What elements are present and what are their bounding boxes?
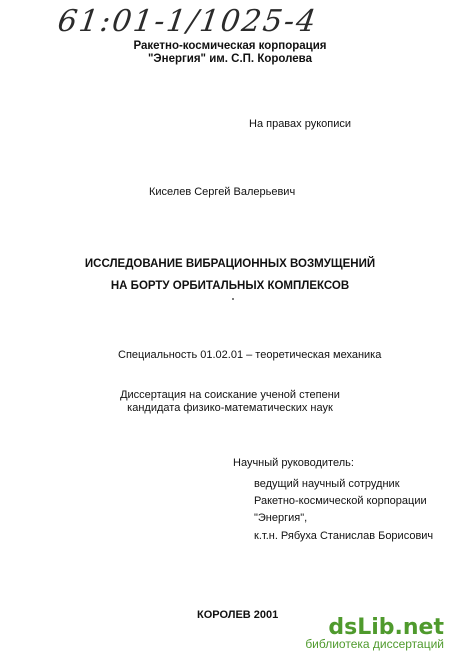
city-year: КОРОЛЕВ 2001 xyxy=(197,609,279,621)
supervisor-label: Научный руководитель: xyxy=(233,457,354,469)
stray-mark xyxy=(232,298,234,300)
thesis-title-line-1: ИССЛЕДОВАНИЕ ВИБРАЦИОННЫХ ВОЗМУЩЕНИЙ xyxy=(84,258,376,270)
rights-note: На правах рукописи xyxy=(249,118,351,130)
organization-line-2: "Энергия" им. С.П. Королева xyxy=(147,53,312,65)
thesis-title-line-2: НА БОРТУ ОРБИТАЛЬНЫХ КОМПЛЕКСОВ xyxy=(110,280,350,292)
watermark-sub: библиотека диссертаций xyxy=(305,637,444,651)
author-name: Киселев Сергей Валерьевич xyxy=(149,186,296,198)
watermark-main: dsLib.net xyxy=(328,615,444,640)
supervisor-name: к.т.н. Рябуха Станислав Борисович xyxy=(254,530,434,542)
supervisor-organization: Ракетно-космической корпорации xyxy=(254,495,427,507)
organization-line-1: Ракетно-космическая корпорация xyxy=(133,40,327,52)
degree-line-2: кандидата физико-математических наук xyxy=(127,402,333,414)
supervisor-position: ведущий научный сотрудник xyxy=(254,478,400,490)
degree-line-1: Диссертация на соискание ученой степени xyxy=(120,389,340,401)
watermark-logo xyxy=(305,615,444,651)
supervisor-organization-name: "Энергия", xyxy=(254,512,308,524)
handwritten-catalog-number: 61:01-1/1025-4 xyxy=(55,4,320,39)
specialty-line: Специальность 01.02.01 – теоретическая механика xyxy=(118,349,382,361)
